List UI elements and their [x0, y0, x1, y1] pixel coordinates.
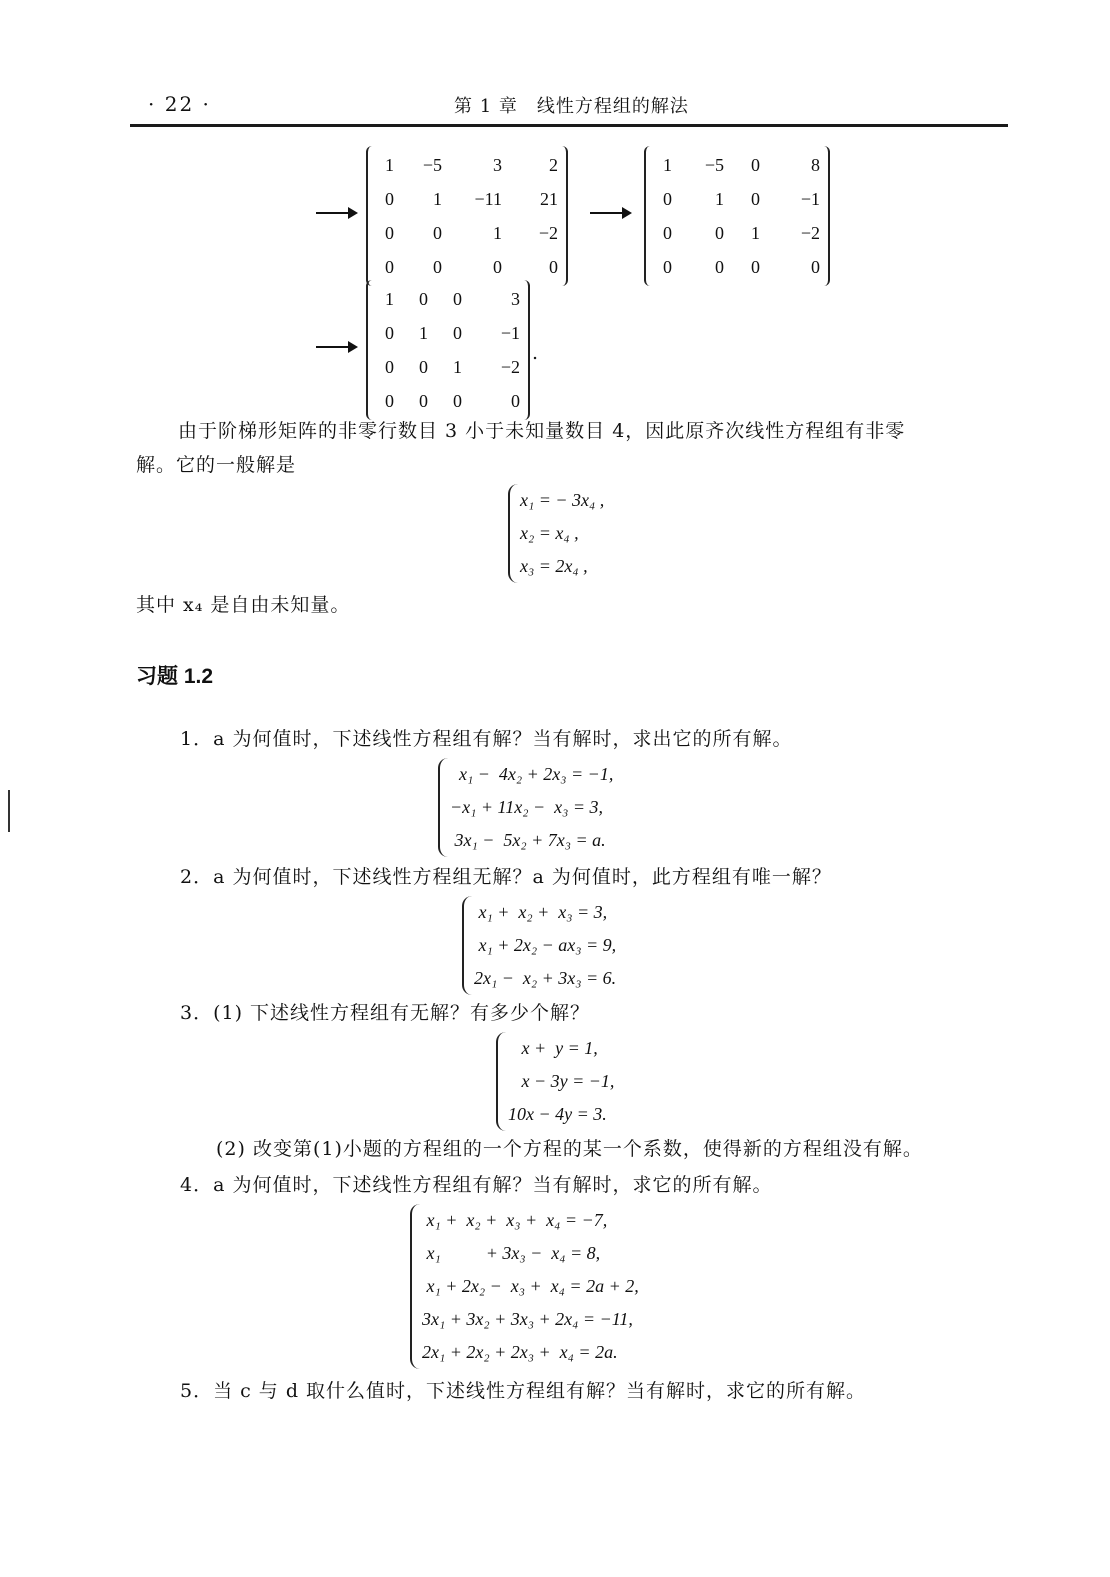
exercise-3-system	[496, 1032, 614, 1131]
matrix-cell: 21	[540, 188, 558, 209]
matrix-cell: 0	[663, 256, 672, 277]
matrix-cell: 0	[811, 256, 820, 277]
matrix-1	[366, 146, 568, 286]
exercise-1-system	[438, 758, 613, 857]
equation: 2x₁ + 2x₂ + 2x₃ + x₄ = 2a.	[422, 1342, 618, 1362]
matrix-cell: −2	[538, 222, 558, 243]
matrix-cell: 0	[663, 222, 672, 243]
matrix-period: .	[532, 342, 540, 364]
equation: 3x₁ − 5x₂ + 7x₃ = a.	[450, 830, 606, 850]
equation: 10x − 4y = 3.	[508, 1104, 607, 1124]
exercise-5-text: 5．当 c 与 d 取什么值时，下述线性方程组有解？当有解时，求它的所有解。	[180, 1380, 867, 1402]
matrix-cell: 1	[385, 288, 394, 309]
chapter-title: 第 1 章 线性方程组的解法	[454, 96, 689, 117]
general-solution-system	[508, 484, 604, 583]
matrix-cell: 1	[385, 154, 394, 175]
page-number: · 22 ·	[148, 92, 211, 116]
matrix-cell: 0	[433, 256, 442, 277]
matrix-cell: 0	[493, 256, 502, 277]
matrix-cell: 0	[385, 356, 394, 377]
arrow-3	[316, 346, 356, 348]
matrix-cell: 0	[419, 356, 428, 377]
matrix-cell: 2	[549, 154, 558, 175]
matrix-cell: 1	[419, 322, 428, 343]
matrix-cell: −5	[422, 154, 442, 175]
matrix-cell: 0	[385, 222, 394, 243]
arrow-1	[316, 212, 356, 214]
matrix-cell: −1	[500, 322, 520, 343]
equation: x₁ − 4x₂ + 2x₃ = −1,	[450, 764, 614, 784]
matrix-cell: 3	[493, 154, 502, 175]
matrix-cell: 1	[453, 356, 462, 377]
matrix-cell: 0	[385, 256, 394, 277]
exercise-1-text: 1．a 为何值时，下述线性方程组有解？当有解时，求出它的所有解。	[180, 728, 793, 750]
matrix-cell: −11	[474, 188, 502, 209]
exercise-4-text: 4．a 为何值时，下述线性方程组有解？当有解时，求它的所有解。	[180, 1174, 773, 1196]
paragraph-line-2: 解。它的一般解是	[136, 454, 297, 476]
matrix-cell: 8	[811, 154, 820, 175]
arrow-2	[590, 212, 630, 214]
matrix-cell: 0	[751, 256, 760, 277]
matrix-cell: 0	[751, 154, 760, 175]
equation: x₁ + x₂ + x₃ + x₄ = −7,	[422, 1210, 608, 1230]
matrix-cell: 1	[493, 222, 502, 243]
matrix-cell: 1	[715, 188, 724, 209]
matrix-cell: 1	[663, 154, 672, 175]
matrix-cell: 0	[419, 288, 428, 309]
matrix-cell: 0	[511, 390, 520, 411]
matrix-cell: 1	[433, 188, 442, 209]
matrix-cell: −2	[500, 356, 520, 377]
matrix-cell: 0	[549, 256, 558, 277]
equation: x₁ = − 3x₄ ,	[520, 490, 605, 510]
equation: x₂ = x₄ ,	[520, 523, 579, 543]
equation: −x₁ + 11x₂ − x₃ = 3,	[450, 797, 603, 817]
margin-mark	[8, 790, 10, 832]
matrix-cell: 0	[385, 322, 394, 343]
exercises-title: 习题 1.2	[136, 665, 214, 688]
exercise-2-text: 2．a 为何值时，下述线性方程组无解？a 为何值时，此方程组有唯一解？	[180, 866, 832, 888]
matrix-cell: 0	[453, 288, 462, 309]
header-rule	[130, 124, 1008, 127]
matrix-cell: 0	[385, 390, 394, 411]
matrix-cell: 0	[715, 222, 724, 243]
equation: x₁ + 2x₂ − ax₃ = 9,	[474, 935, 617, 955]
matrix-cell: −5	[704, 154, 724, 175]
matrix-cell: 0	[385, 188, 394, 209]
matrix-cell: 0	[751, 188, 760, 209]
equation: x₁ + x₂ + x₃ = 3,	[474, 902, 608, 922]
exercise-3-text: 3．(1) 下述线性方程组有无解？有多少个解？	[180, 1002, 591, 1024]
matrix-cell: −2	[800, 222, 820, 243]
matrix-cell: 0	[715, 256, 724, 277]
equation: 2x₁ − x₂ + 3x₃ = 6.	[474, 968, 617, 988]
equation: x + y = 1,	[508, 1038, 598, 1058]
matrix-cell: 0	[453, 322, 462, 343]
equation: x₃ = 2x₄ ,	[520, 556, 588, 576]
matrix-cell: 0	[433, 222, 442, 243]
matrix-cell: 1	[751, 222, 760, 243]
equation: x − 3y = −1,	[508, 1071, 615, 1091]
matrix-cell: 0	[419, 390, 428, 411]
equation: x₁ + 3x₃ − x₄ = 8,	[422, 1243, 601, 1263]
exercise-3-part-2: (2) 改变第(1)小题的方程组的一个方程的某一个系数，使得新的方程组没有解。	[216, 1138, 923, 1160]
matrix-3	[366, 280, 530, 420]
exercise-2-system	[462, 896, 616, 995]
matrix-cell: 0	[453, 390, 462, 411]
equation: x₁ + 2x₂ − x₃ + x₄ = 2a + 2,	[422, 1276, 639, 1296]
exercise-4-system	[410, 1204, 639, 1369]
matrix-cell: −1	[800, 188, 820, 209]
matrix-cell: 0	[663, 188, 672, 209]
equation: 3x₁ + 3x₂ + 3x₃ + 2x₄ = −11,	[422, 1309, 633, 1329]
matrix-2	[644, 146, 830, 286]
paragraph-line-1: 由于阶梯形矩阵的非零行数目 3 小于未知量数目 4，因此原齐次线性方程组有非零	[178, 420, 906, 442]
free-variable-note: 其中 x₄ 是自由未知量。	[136, 594, 351, 616]
matrix-cell: 3	[511, 288, 520, 309]
